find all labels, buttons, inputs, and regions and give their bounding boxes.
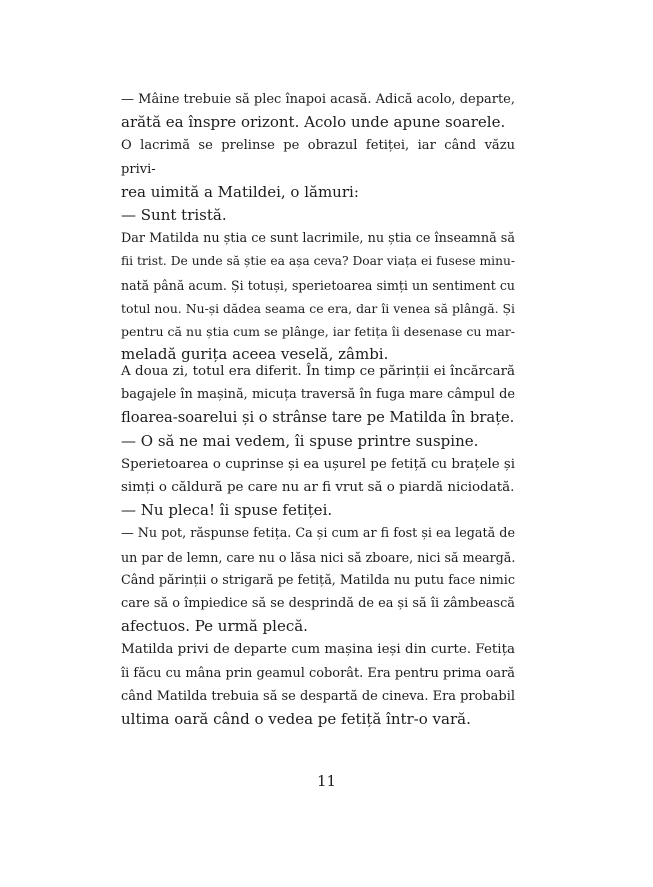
text-line: nată până acum. Și totuși, sperietoarea simți un sentiment cu xyxy=(121,277,515,293)
text-line: afectuos. Pe urmă plecă. xyxy=(121,617,308,636)
text-line: arătă ea înspre orizont. Acolo unde apune soarele. xyxy=(121,113,506,132)
text-line: ultima oară când o vedea pe fetiță într-o vară. xyxy=(121,710,471,729)
text-line: Când părinții o strigară pe fetiță, Matilda nu putu face nimic xyxy=(121,572,516,588)
text-line: A doua zi, totul era diferit. În timp ce părinții ei încărcară xyxy=(121,364,515,379)
text-line: când Matilda trebuia să se despartă de cineva. Era probabil xyxy=(121,688,515,704)
text-line: rea uimită a Matildei, o lămuri: xyxy=(121,182,359,201)
text-line: totul nou. Nu-și dădea seama ce era, dar îi venea să plângă. Și xyxy=(121,300,515,316)
text-line: Dar Matilda nu știa ce sunt lacrimile, nu știa ce înseamnă să xyxy=(121,231,515,247)
paragraph-section-2 xyxy=(121,360,515,731)
text-line: — Nu pleca! îi spuse fetiței. xyxy=(121,501,333,520)
text-line: O lacrimă se prelinse pe obrazul fetiței, iar când văzu privi- xyxy=(121,138,515,177)
text-line: meladă gurița aceea veselă, zâmbi. xyxy=(121,345,389,364)
text-line: Matilda privi de departe cum mașina ieși din curte. Fetița xyxy=(121,642,515,658)
text-line: pentru că nu știa cum se plânge, iar fetița îi desenase cu mar- xyxy=(121,324,515,340)
text-line: — Nu pot, răspunse fetița. Ca și cum ar fi fost și ea legată de xyxy=(121,526,515,542)
text-line: îi făcu cu mâna prin geamul coborât. Era pentru prima oară xyxy=(121,665,515,681)
paragraph-section-1 xyxy=(121,88,515,366)
text-line: — Mâine trebuie să plec înapoi acasă. Adică acolo, departe, xyxy=(121,92,515,107)
page-number: 11 xyxy=(316,772,337,790)
text-line: Sperietoarea o cuprinse și ea ușurel pe fetiță cu brațele și xyxy=(121,456,515,472)
text-line: — Sunt tristă. xyxy=(121,206,227,225)
text-line: floarea-soarelui și o strânse tare pe Matilda în brațe. xyxy=(121,409,515,427)
text-line: simți o căldură pe care nu ar fi vrut să o piardă niciodată. xyxy=(121,480,515,496)
text-line: bagajele în mașină, micuța traversă în fuga mare câmpul de xyxy=(121,387,515,403)
text-line: fii trist. De unde să știe ea așa ceva? Doar viața ei fusese minu- xyxy=(121,254,515,269)
text-line: un par de lemn, care nu o lăsa nici să zboare, nici să meargă. xyxy=(121,549,516,565)
text-line: — O să ne mai vedem, îi spuse printre suspine. xyxy=(121,431,479,450)
text-line: care să o împiedice să se desprindă de ea și să îi zâmbească xyxy=(121,596,515,612)
